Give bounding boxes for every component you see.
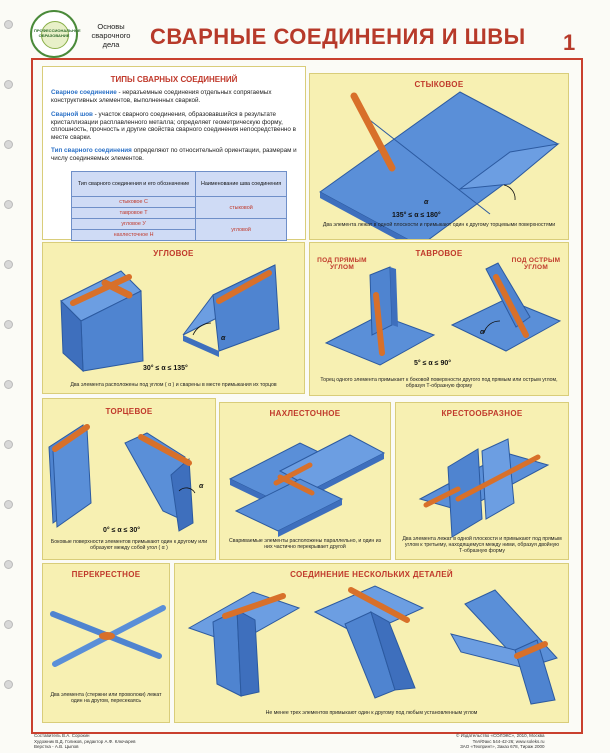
angle-range: 5° ≤ α ≤ 90° — [414, 360, 452, 367]
angle-label: α — [480, 329, 485, 336]
intro-panel — [42, 66, 306, 240]
page-number: 1 — [563, 30, 576, 55]
caption-edge: Боковые поверхности элементов примыкают один к другому или образуют между собой угол ( α ) — [50, 539, 208, 552]
panel-tee-joint: ТАВРОВОЕ ПОД ПРЯМЫМ УГЛОМ ПОД ОСТРЫМ УГЛОМ α 5° ≤ α ≤ 90° Торец одного элемента примыкает к боковой поверхности другого под прямым или острым углом, образуя Т-образную форму — [309, 242, 569, 396]
panel-edge-joint: ТОРЦЕВОЕ α 0° ≤ α ≤ 30° Боковые поверхности элементов примыкают один к другому или образуют между собой угол ( α ) — [42, 398, 216, 560]
panel-crossing-joint: ПЕРЕКРЕСТНОЕ Два элемента (стержни или проволоки) лежат один на другом, пересекаясь — [42, 563, 170, 723]
caption-crossing: Два элемента (стержни или проволоки) лежат один на другом, пересекаясь — [50, 692, 162, 705]
caption-butt: Два элемента лежат в одной плоскости и примыкают один к другому торцевыми поверхностями — [322, 222, 556, 228]
caption-multi-part: Не менее трех элементов примыкают один к другому под любым установленным углом — [265, 710, 478, 716]
intro-heading: ТИПЫ СВАРНЫХ СОЕДИНЕНИЙ — [110, 75, 238, 84]
label-right-angle: ПОД ПРЯМЫМ УГЛОМ — [317, 257, 367, 271]
credits-left: Составитель В.А. Сорокин Художник В.Д. Голиков, редактор А.Ф. Ключарев Верстка - А.В. Цыпов — [34, 733, 136, 749]
edge-joint-drawing — [43, 399, 215, 559]
publisher-logo: ПРОФЕССИОНАЛЬНОЕ ОБРАЗОВАНИЕ — [30, 10, 78, 58]
definition-type: Тип сварного соединения определяют по относительной ориентации, размерам и числу соединяемых элементов. — [51, 147, 297, 162]
label-acute-angle: ПОД ОСТРЫМ УГЛОМ — [511, 257, 561, 271]
panel-lap-joint: НАХЛЕСТОЧНОЕ Свариваемые элементы расположены параллельно, и один из них частично перекрывает другой — [219, 402, 391, 560]
joint-type-table: Тип сварного соединения и его обозначение Наименование шва соединения стыковое С стыковой тавровое Т угловое У угловой нахлесточное Н — [71, 171, 287, 241]
panel-multi-part-joint: СОЕДИНЕНИЕ НЕСКОЛЬКИХ ДЕТАЛЕЙ Не менее трех элементов примыкают один к другому под любым установленным углом — [174, 563, 569, 723]
page-title: СВАРНЫЕ СОЕДИНЕНИЯ И ШВЫ — [150, 24, 526, 49]
course-name: Основы сварочного дела — [91, 22, 131, 49]
angle-range: 30° ≤ α ≤ 135° — [143, 365, 188, 372]
angle-range: 135° ≤ α ≤ 180° — [392, 212, 441, 219]
definition-seam: Сварной шов - участок сварного соединения, образовавшийся в результате кристаллизации расплавленного металла; определяет геометрическую форму, сплошность, прочность и другие свойства сварного соединения непосредственно в месте сварки. — [51, 111, 297, 141]
angle-range: 0° ≤ α ≤ 30° — [103, 527, 141, 534]
lap-joint-drawing — [220, 403, 390, 559]
angle-label: α — [221, 335, 226, 342]
caption-tee: Торец одного элемента примыкает к боковой поверхности другого под прямым или острым углом, образуя Т-образную форму — [320, 377, 558, 390]
panel-butt-joint: СТЫКОВОЕ α 135° ≤ α ≤ 180° Два элемента лежат в одной плоскости и примыкают один к другому торцевыми поверхностями — [309, 73, 569, 240]
panel-cross-joint: КРЕСТООБРАЗНОЕ Два элемента лежат в одной плоскости и примыкают под прямым углом к третьему, находящемуся между ними, образуя двойную Т-образную форму — [395, 402, 569, 560]
binder-holes — [4, 20, 14, 740]
credits-right: © Издательство «СОЛЭКС», 2010, Москва Тел/Факс 544-42-26; www.soleks.ru ЗАО «Техпринт», Заказ 678, Тираж 2000 — [456, 733, 545, 749]
angle-label: α — [424, 199, 429, 206]
multi-part-joint-drawing — [175, 564, 568, 722]
angle-label: α — [199, 483, 204, 490]
definition-joint: Сварное соединение - неразъемные соединения отдельных сопрягаемых конструктивных элементов, выполненных сваркой. — [51, 89, 272, 104]
panel-corner-joint: УГЛОВОЕ α 30° ≤ α ≤ 135° Два элемента расположены под углом ( α ) и сварены в месте примыкания их торцов — [42, 242, 305, 394]
caption-cross: Два элемента лежат в одной плоскости и примыкают под прямым углом к третьему, находящемуся между ними, образуя двойную Т-образную форму — [402, 536, 562, 555]
caption-corner: Два элемента расположены под углом ( α ) и сварены в месте примыкания их торцов — [70, 382, 277, 388]
tee-joint-drawing — [310, 243, 568, 395]
caption-lap: Свариваемые элементы расположены параллельно, и один из них частично перекрывает другой — [229, 538, 381, 551]
